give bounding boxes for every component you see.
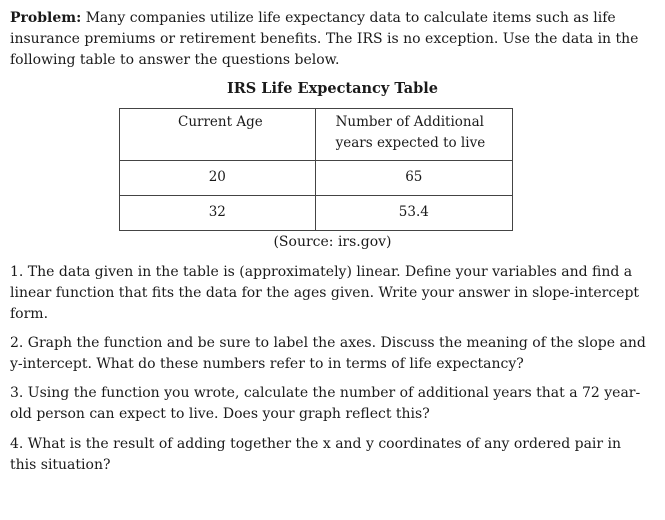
table-source: (Source: irs.gov) — [273, 234, 392, 250]
cell-years: 53.4 — [315, 196, 512, 231]
question-1: 1. The data given in the table is (approximately) linear. Define your variables and find a linear function that fits the data for the ages given. Write your answer in slope-intercept form. — [10, 264, 640, 322]
life-expectancy-table — [119, 108, 513, 231]
question-3: 3. Using the function you wrote, calculate the number of additional years that a 72 year-old person can expect to live. Does your graph reflect this? — [10, 385, 641, 422]
header-current-age: Current Age — [120, 109, 316, 161]
cell-age: 20 — [120, 161, 316, 196]
problem-label: Problem: — [10, 10, 82, 26]
table-header-row — [120, 109, 513, 161]
table-title: IRS Life Expectancy Table — [226, 80, 439, 97]
problem-text: Many companies utilize life expectancy data to calculate items such as life insurance premiums or retirement benefits. The IRS is no exception. Use the data in the following table to answer the questions below. — [10, 10, 639, 68]
table-row — [120, 161, 513, 196]
problem-statement — [10, 8, 650, 71]
question-4: 4. What is the result of adding together the x and y coordinates of any ordered pair in this situation? — [10, 436, 622, 473]
cell-age: 32 — [120, 196, 316, 231]
table-row — [120, 196, 513, 231]
cell-years: 65 — [315, 161, 512, 196]
question-2: 2. Graph the function and be sure to label the axes. Discuss the meaning of the slope and y-intercept. What do these numbers refer to in terms of life expectancy? — [10, 335, 646, 372]
header-additional-years: Number of Additional years expected to live — [315, 109, 512, 161]
